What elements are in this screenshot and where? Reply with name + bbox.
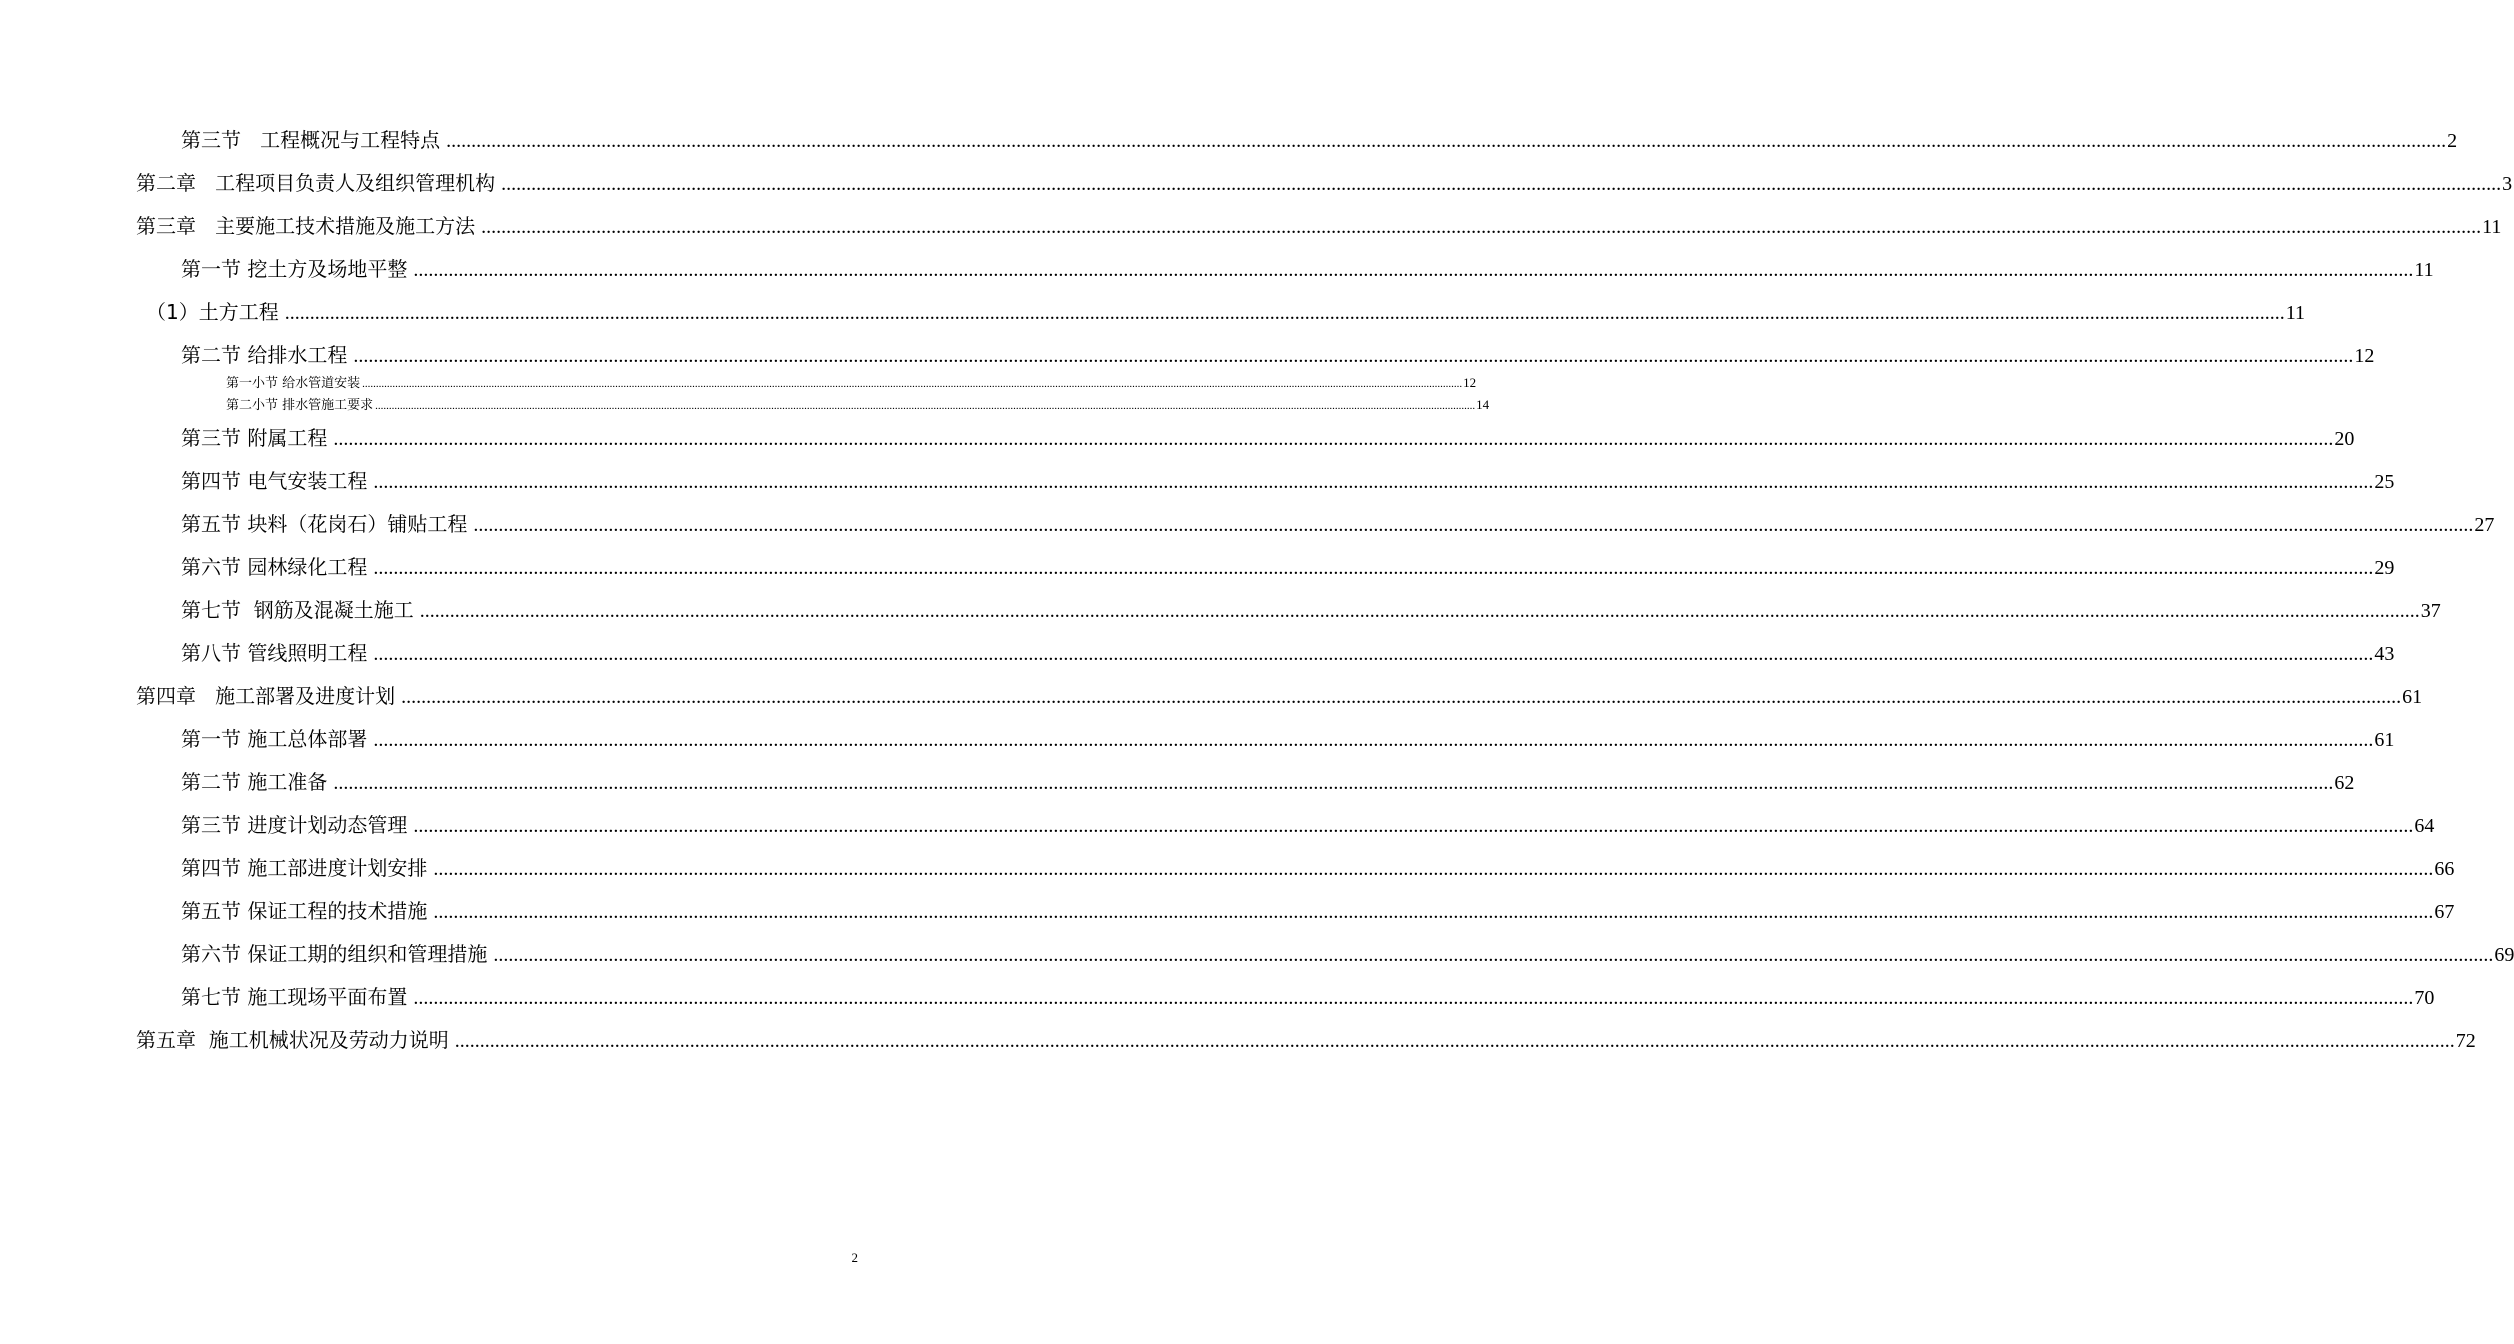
toc-leader-dots: ................................................................................................................................................................................................................................................................................................................................................................................................................ xyxy=(373,643,2374,665)
toc-entry-title: （1）土方工程 xyxy=(146,300,279,324)
toc-entry[interactable] xyxy=(181,766,2355,795)
toc-entry-page: 37 xyxy=(2420,600,2441,622)
toc-entry[interactable] xyxy=(181,852,2455,881)
toc-leader-dots: ................................................................................................................................................................................................................................................................................................................................................................................................................ xyxy=(419,600,2420,622)
toc-entry-title: 第五节 块料（花岗石）铺贴工程 xyxy=(181,512,468,536)
toc-leader-dots: ................................................................................................................................................................................................................................................................................................................................................................................................................ xyxy=(473,514,2474,536)
toc-entry-page: 64 xyxy=(2414,815,2435,837)
toc-entry-title: 第六节 园林绿化工程 xyxy=(181,555,368,579)
toc-entry-title: 第七节 施工现场平面布置 xyxy=(181,985,408,1009)
toc-entry[interactable] xyxy=(181,253,2434,282)
toc-entry-title: 第二小节 排水管施工要求 xyxy=(226,398,374,413)
toc-leader-dots: ................................................................................................................................................................................................................................................................................................................................................................................................................ xyxy=(433,858,2434,880)
toc-entry[interactable] xyxy=(146,296,2305,325)
toc-leader-dots: ................................................................................................................................................................................................................................................................................................................................................................................................................ xyxy=(333,772,2334,794)
toc-entry-page: 61 xyxy=(2374,729,2395,751)
toc-entry-title: 第四节 电气安装工程 xyxy=(181,469,368,493)
toc-entry[interactable] xyxy=(181,594,2441,623)
toc-entry[interactable] xyxy=(136,1024,2476,1053)
toc-leader-dots: ................................................................................................................................................................................................................................................................................................................................................................................................................ xyxy=(481,216,2482,238)
toc-entry[interactable] xyxy=(181,422,2355,451)
toc-entry-page: 70 xyxy=(2414,987,2435,1009)
toc-entry[interactable] xyxy=(181,124,2458,153)
toc-entry-title: 第一节 施工总体部署 xyxy=(181,727,368,751)
toc-entry-title: 第五章 施工机械状况及劳动力说明 xyxy=(136,1028,449,1052)
toc-entry-page: 72 xyxy=(2455,1030,2476,1052)
toc-entry-title: 第三节 进度计划动态管理 xyxy=(181,813,408,837)
toc-entry[interactable] xyxy=(181,809,2435,838)
toc-entry[interactable] xyxy=(181,508,2495,537)
toc-entry-title: 第三节 附属工程 xyxy=(181,426,328,450)
toc-leader-dots: ................................................................................................................................................................................................................................................................................................................................................................................................................ xyxy=(413,815,2414,837)
toc-entry-page: 29 xyxy=(2374,557,2395,579)
toc-entry[interactable] xyxy=(181,723,2395,752)
toc-leader-dots: ................................................................................................................................................................................................................................................................................................................................................................................................................ xyxy=(362,378,1463,390)
toc-entry-page: 2 xyxy=(2447,130,2458,152)
toc-entry[interactable] xyxy=(181,551,2395,580)
toc-entry[interactable] xyxy=(136,680,2423,709)
toc-leader-dots: ................................................................................................................................................................................................................................................................................................................................................................................................................ xyxy=(333,428,2334,450)
toc-entry-title: 第二节 施工准备 xyxy=(181,770,328,794)
toc-entry-page: 25 xyxy=(2374,471,2395,493)
toc-leader-dots: ................................................................................................................................................................................................................................................................................................................................................................................................................ xyxy=(375,400,1476,412)
toc-leader-dots: ................................................................................................................................................................................................................................................................................................................................................................................................................ xyxy=(454,1030,2455,1052)
toc-entry[interactable] xyxy=(226,372,1477,391)
toc-leader-dots: ................................................................................................................................................................................................................................................................................................................................................................................................................ xyxy=(446,130,2447,152)
toc-entry[interactable] xyxy=(136,167,2513,196)
toc-entry-page: 43 xyxy=(2374,643,2395,665)
toc-leader-dots: ................................................................................................................................................................................................................................................................................................................................................................................................................ xyxy=(373,729,2374,751)
toc-entry-page: 66 xyxy=(2434,858,2455,880)
toc-entry[interactable] xyxy=(181,465,2395,494)
toc-leader-dots: ................................................................................................................................................................................................................................................................................................................................................................................................................ xyxy=(501,173,2502,195)
toc-entry-page: 12 xyxy=(2354,345,2375,367)
toc-leader-dots: ................................................................................................................................................................................................................................................................................................................................................................................................................ xyxy=(353,345,2354,367)
toc-entry-page: 27 xyxy=(2474,514,2495,536)
toc-entry-page: 11 xyxy=(2482,216,2502,238)
toc-entry[interactable] xyxy=(226,394,1490,413)
toc-entry-title: 第七节 钢筋及混凝土施工 xyxy=(181,598,414,622)
toc-entry-page: 20 xyxy=(2334,428,2355,450)
toc-entry-page: 14 xyxy=(1476,397,1490,412)
toc-entry[interactable] xyxy=(181,339,2375,368)
toc-entry-page: 61 xyxy=(2402,686,2423,708)
toc-entry-page: 11 xyxy=(2285,302,2305,324)
toc-entry[interactable] xyxy=(181,938,2514,967)
toc-entry-page: 62 xyxy=(2334,772,2355,794)
toc-entry-page: 67 xyxy=(2434,901,2455,923)
toc-entry-title: 第八节 管线照明工程 xyxy=(181,641,368,665)
toc-entry-title: 第一小节 给水管道安装 xyxy=(226,376,361,391)
toc-entry-title: 第四章 施工部署及进度计划 xyxy=(136,684,396,708)
toc-entry[interactable] xyxy=(136,210,2502,239)
toc-entry[interactable] xyxy=(181,981,2435,1010)
toc-leader-dots: ................................................................................................................................................................................................................................................................................................................................................................................................................ xyxy=(413,987,2414,1009)
toc-entry-title: 第三章 主要施工技术措施及施工方法 xyxy=(136,214,476,238)
toc-entry-title: 第四节 施工部进度计划安排 xyxy=(181,856,428,880)
toc-entry-page: 69 xyxy=(2494,944,2514,966)
toc-entry-title: 第一节 挖土方及场地平整 xyxy=(181,257,408,281)
toc-entry-page: 3 xyxy=(2502,173,2513,195)
toc-entry-title: 第六节 保证工期的组织和管理措施 xyxy=(181,942,488,966)
page-number: 2 xyxy=(851,1250,858,1265)
toc-entry-title: 第二章 工程项目负责人及组织管理机构 xyxy=(136,171,496,195)
toc-entry[interactable] xyxy=(181,895,2455,924)
toc-entry-title: 第三节 工程概况与工程特点 xyxy=(181,128,441,152)
toc-leader-dots: ................................................................................................................................................................................................................................................................................................................................................................................................................ xyxy=(401,686,2402,708)
toc-leader-dots: ................................................................................................................................................................................................................................................................................................................................................................................................................ xyxy=(373,471,2374,493)
toc-leader-dots: ................................................................................................................................................................................................................................................................................................................................................................................................................ xyxy=(413,259,2414,281)
toc-entry-page: 12 xyxy=(1463,375,1477,390)
toc-leader-dots: ................................................................................................................................................................................................................................................................................................................................................................................................................ xyxy=(373,557,2374,579)
toc-entry-title: 第五节 保证工程的技术措施 xyxy=(181,899,428,923)
toc-leader-dots: ................................................................................................................................................................................................................................................................................................................................................................................................................ xyxy=(284,302,2285,324)
toc-leader-dots: ................................................................................................................................................................................................................................................................................................................................................................................................................ xyxy=(433,901,2434,923)
toc-leader-dots: ................................................................................................................................................................................................................................................................................................................................................................................................................ xyxy=(493,944,2494,966)
toc-entry-page: 11 xyxy=(2414,259,2434,281)
toc-entry[interactable] xyxy=(181,637,2395,666)
toc-entry-title: 第二节 给排水工程 xyxy=(181,343,348,367)
